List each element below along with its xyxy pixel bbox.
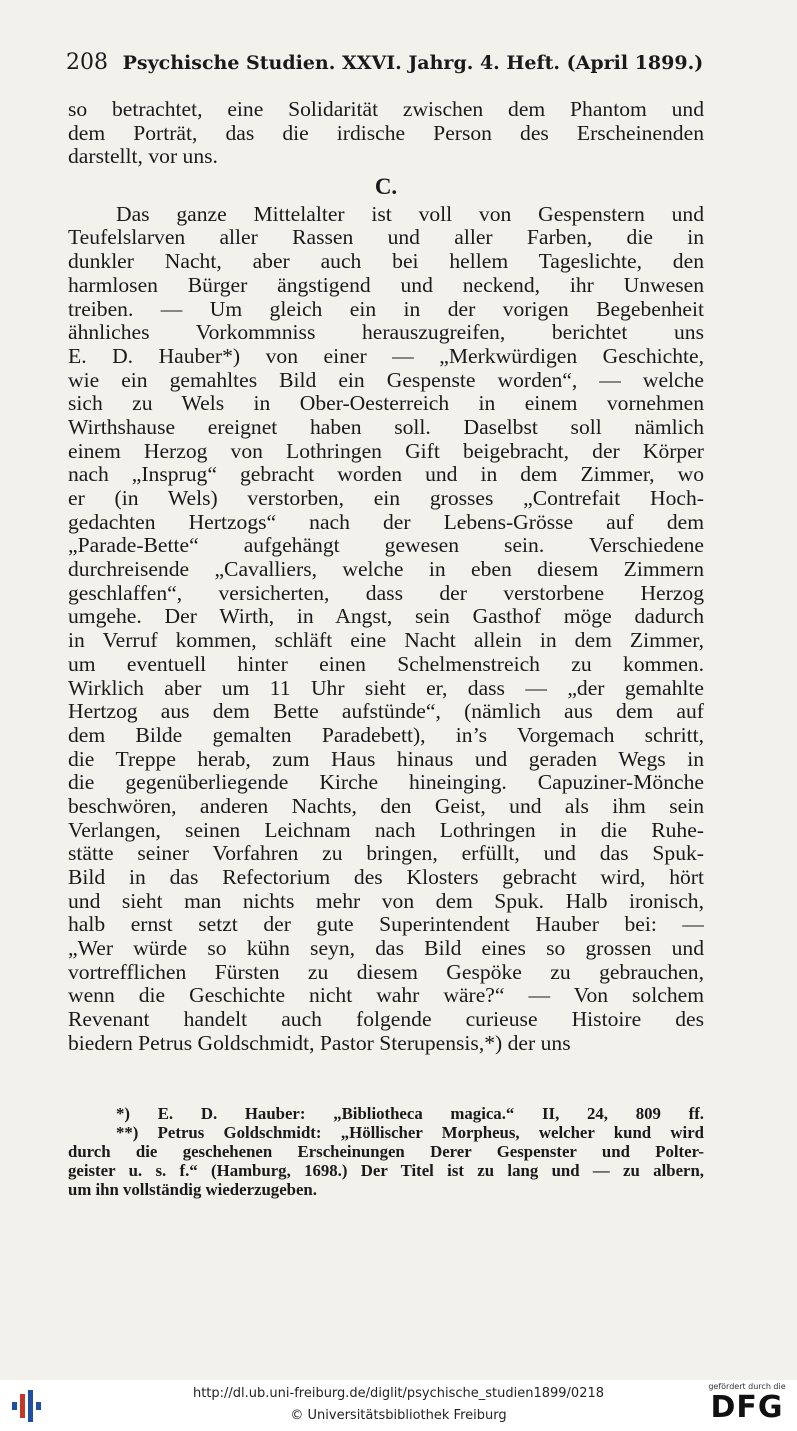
text-line: nach „Insprug“ gebracht worden und in dem Zimmer, wo bbox=[68, 463, 704, 487]
text-line: vortrefflichen Fürsten zu diesem Gespöke zu gebrauchen, bbox=[68, 960, 704, 984]
text-line: durchreisende „Cavalliers, welche in eben diesem Zimmern bbox=[68, 558, 704, 582]
source-url[interactable]: http://dl.ub.uni-freiburg.de/diglit/psychische_studien1899/0218 bbox=[192, 1386, 605, 1401]
text-line: die gegenüberliegende Kirche hineinging. Capuziner-Mönche bbox=[68, 771, 704, 795]
text-line: dem Bilde gemalten Paradebett), in’s Vorgemach schritt, bbox=[68, 723, 704, 747]
text-line: Wirthshause ereignet haben soll. Daselbst soll nämlich bbox=[68, 415, 704, 439]
dfg-logo bbox=[704, 1382, 790, 1428]
text-line: dunkler Nacht, aber auch bei hellem Tageslichte, den bbox=[68, 250, 704, 274]
copyright-notice: © Universitätsbibliothek Freiburg bbox=[290, 1408, 507, 1423]
footnotes bbox=[68, 1104, 704, 1199]
text-line: Hertzog aus dem Bette aufstünde“, (nämlich aus dem auf bbox=[68, 700, 704, 724]
text-line: „Wer würde so kühn seyn, das Bild eines so grossen und bbox=[68, 937, 704, 961]
section-label: C. bbox=[374, 174, 398, 200]
text-line: ähnliches Vorkommniss herauszugreifen, berichtet uns bbox=[68, 321, 704, 345]
running-header bbox=[66, 50, 706, 75]
text-line: E. D. Hauber*) von einer — „Merkwürdigen Geschichte, bbox=[68, 344, 704, 368]
text-line: Teufelslarven aller Rassen und aller Farben, die in bbox=[68, 226, 704, 250]
page-number: 208 bbox=[66, 50, 108, 75]
text-line: so betrachtet, eine Solidarität zwischen dem Phantom und bbox=[68, 98, 704, 121]
text-line: sich zu Wels in Ober-Oesterreich in einem vornehmen bbox=[68, 392, 704, 416]
text-line: wenn die Geschichte nicht wahr wäre?“ — Von solchem bbox=[68, 984, 704, 1008]
text-line: treiben. — Um gleich ein in der vorigen Begebenheit bbox=[68, 297, 704, 321]
text-line: die Treppe herab, zum Haus hinaus und geraden Wegs in bbox=[68, 747, 704, 771]
text-line: um eventuell hinter einen Schelmenstreich zu kommen. bbox=[68, 652, 704, 676]
text-line: Das ganze Mittelalter ist voll von Gespenstern und bbox=[116, 202, 704, 226]
text-line: Wirklich aber um 11 Uhr sieht er, dass — „der gemahlte bbox=[68, 676, 704, 700]
text-line: einem Herzog von Lothringen Gift beigebracht, der Körper bbox=[68, 439, 704, 463]
text-line: biedern Petrus Goldschmidt, Pastor Sterupensis,*) der uns bbox=[68, 1031, 571, 1055]
text-line: und sieht man nichts mehr von dem Spuk. Halb ironisch, bbox=[68, 889, 704, 913]
text-line: harmlosen Bürger ängstigend und neckend, ihr Unwesen bbox=[68, 273, 704, 297]
footnote-line: geister u. s. f.“ (Hamburg, 1698.) Der Titel ist zu lang und — zu albern, bbox=[68, 1161, 704, 1180]
text-line: wie ein gemahltes Bild ein Gespenste worden“, — welche bbox=[68, 368, 704, 392]
text-line: Revenant handelt auch folgende curieuse Histoire des bbox=[68, 1008, 704, 1032]
dfg-caption: gefördert durch die bbox=[708, 1382, 786, 1391]
text-line: Verlangen, seinen Leichnam nach Lothringen in die Ruhe- bbox=[68, 818, 704, 842]
footnote-line: *) E. D. Hauber: „Bibliotheca magica.“ II, 24, 809 ff. bbox=[116, 1104, 704, 1123]
text-line: beschwören, anderen Nachts, den Geist, und als ihm sein bbox=[68, 794, 704, 818]
running-title: Psychische Studien. XXVI. Jahrg. 4. Heft. (April 1899.) bbox=[122, 52, 704, 74]
text-line: Bild in das Refectorium des Klosters gebracht wird, hört bbox=[68, 866, 704, 889]
text-line: gedachten Hertzogs“ nach der Lebens-Grösse auf dem bbox=[68, 510, 704, 534]
text-line: „Parade-Bette“ aufgehängt gewesen sein. Verschiedene bbox=[68, 534, 704, 558]
viewer-footer bbox=[0, 1380, 797, 1431]
text-line: halb ernst setzt der gute Superintendent Hauber bei: — bbox=[68, 913, 704, 937]
body-text bbox=[68, 98, 704, 1056]
footnote-line: **) Petrus Goldschmidt: „Höllischer Morpheus, welcher kund wird bbox=[116, 1123, 704, 1142]
footnote-line: um ihn vollständig wiederzugeben. bbox=[68, 1180, 317, 1199]
intro-paragraph bbox=[68, 98, 704, 169]
text-line: stätte seiner Vorfahren zu bringen, erfüllt, und das Spuk- bbox=[68, 842, 704, 866]
text-line: umgehe. Der Wirth, in Angst, sein Gasthof möge dadurch bbox=[68, 605, 704, 629]
text-line: geschlaffen“, versicherten, dass der verstorbene Herzog bbox=[68, 581, 704, 605]
footnote-line: durch die geschehenen Erscheinungen Derer Gespenster und Polter- bbox=[68, 1142, 704, 1161]
text-line: er (in Wels) verstorben, ein grosses „Contrefait Hoch- bbox=[68, 487, 704, 510]
text-line: dem Porträt, das die irdische Person des Erscheinenden bbox=[68, 121, 704, 145]
dfg-logo-text: DFG bbox=[710, 1390, 784, 1425]
text-line: in Verruf kommen, schläft eine Nacht allein in dem Zimmer, bbox=[68, 629, 704, 653]
main-paragraph bbox=[68, 203, 704, 1056]
text-line: darstellt, vor uns. bbox=[68, 145, 218, 169]
